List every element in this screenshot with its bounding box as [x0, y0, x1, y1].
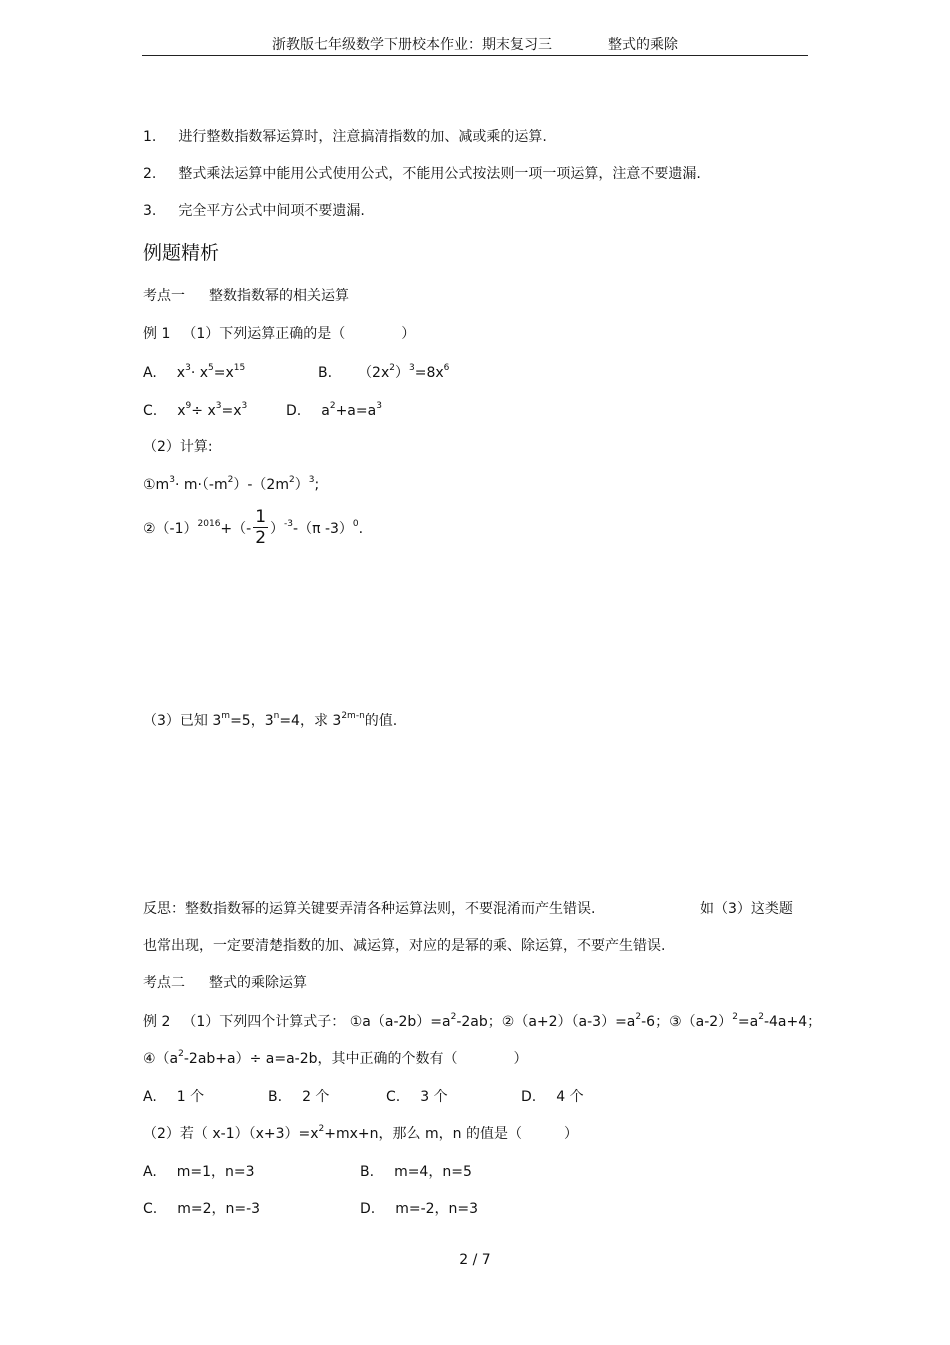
- fraction-one-half: $\frac{1}{2}$: [255, 506, 267, 548]
- ex1-option-c: C. $x^9\div x^3=x^3$: [143, 401, 248, 419]
- note-number: 2.: [143, 166, 157, 182]
- ex2-q2-text: （2）若（ x-1）（x+3）=x: [143, 1126, 319, 1142]
- page-number: 2 / 7: [459, 1252, 491, 1268]
- note-3: [143, 201, 365, 221]
- reflection-line-2: 也常出现，一定要清楚指数的加、减运算，对应的是幂的乘、除运算，不要产生错误.: [143, 938, 666, 954]
- note-2: [143, 164, 701, 184]
- ex2-option-c: C. 3 个: [386, 1089, 448, 1105]
- ex2-q2-option-c: C. m=2，n=-3: [143, 1201, 261, 1217]
- ex2-label: 例 2: [143, 1014, 171, 1030]
- kp1-heading: [143, 286, 349, 306]
- ex2-q2: （2）若（ $x-1)(x+3)=x^2+mx+n$，那么 m，n 的值是（ ）: [143, 1124, 578, 1142]
- ex2-option-b: B. 2 个: [268, 1089, 330, 1105]
- note-text: 完全平方公式中间项不要遗漏.: [178, 203, 365, 219]
- header-title: 浙教版七年级数学下册校本作业：期末复习三: [272, 37, 552, 53]
- header-topic: 整式的乘除: [608, 37, 678, 53]
- kp2-label: 考点二: [143, 975, 185, 991]
- option-label: A.: [143, 365, 157, 381]
- ex1-label: 例 1: [143, 326, 171, 342]
- note-text: 进行整数指数幂运算时，注意搞清指数的加、减或乘的运算.: [178, 129, 547, 145]
- ex1-q2-expr2: $②(-1)^{2016}+(-$ $\frac{1}{2}$ ）$^{-3}$-（π -3）$^0$.: [143, 506, 364, 548]
- ex2-q2-option-d: D. m=-2，n=3: [360, 1201, 479, 1217]
- ex1-q2-expr1: $①m^3\cdot m\cdot(-m^2)-(2m^2)^3$;: [143, 475, 320, 493]
- option-label: C.: [143, 403, 158, 419]
- reflection-line-1: 反思：整数指数幂的运算关键要弄清各种运算法则，不要混淆而产生错误.: [143, 901, 596, 917]
- header-rule: [142, 55, 808, 56]
- kp1-label: 考点一: [143, 288, 185, 304]
- ex2-q2-tail: +mx+n，那么 m，n 的值是（ ）: [324, 1126, 578, 1142]
- ex2-option-d: D. 4 个: [521, 1089, 584, 1105]
- ex1-option-a: A. $x^3\cdot x^5=x^{15}$: [143, 363, 246, 381]
- ex2-option-a: A. 1 个: [143, 1089, 205, 1105]
- kp1-title: 整数指数幂的相关运算: [209, 288, 349, 304]
- ex1-q1-text: （1）下列运算正确的是（ ）: [182, 326, 416, 342]
- ex1-option-d: D. $a^2+a=a^3$: [286, 401, 382, 419]
- kp2-title: 整式的乘除运算: [209, 975, 307, 991]
- ex1-q3-tail: 的值.: [364, 713, 398, 729]
- note-text: 整式乘法运算中能用公式使用公式，不能用公式按法则一项一项运算，注意不要遗漏.: [178, 166, 701, 182]
- ex1-option-b: B. $(2x^2)^3=8x^6$: [318, 363, 450, 381]
- kp2-heading: [143, 973, 307, 993]
- ex1-q3: （3）已知 $3^m=5$，$3^n=4$，求 $3^{2m-n}$的值.: [143, 711, 398, 729]
- ex1-q3-text: （3）已知: [143, 713, 208, 729]
- ex2-q1-line1: 例 2 （1）下列四个计算式子： $①a(a-2b)=a^2-2ab$；$②(a+2)(a-3)=a^2-6$；$③(a-2)^2=a^2-4a+4$；: [143, 1012, 822, 1030]
- ex2-q1-tail: ，其中正确的个数有（ ）: [317, 1051, 528, 1067]
- ex2-q2-option-b: B. m=4，n=5: [360, 1164, 472, 1180]
- note-number: 3.: [143, 203, 157, 219]
- ex1-q2: （2）计算:: [143, 439, 213, 455]
- page-header: [0, 35, 950, 55]
- note-1: [143, 127, 547, 147]
- option-label: B.: [318, 365, 333, 381]
- ex1-q1: [143, 324, 415, 344]
- reflection-line-1-tail: 如（3）这类题: [700, 901, 793, 917]
- option-label: D.: [286, 403, 302, 419]
- ex2-q2-option-a: A. m=1，n=3: [143, 1164, 255, 1180]
- section-title: 例题精析: [143, 242, 220, 264]
- ex2-q1-line2: $④(a^2-2ab+a)\div a=a-2b$，其中正确的个数有（ ）: [143, 1049, 528, 1067]
- ex2-q1-text: （1）下列四个计算式子：: [182, 1014, 346, 1030]
- note-number: 1.: [143, 129, 157, 145]
